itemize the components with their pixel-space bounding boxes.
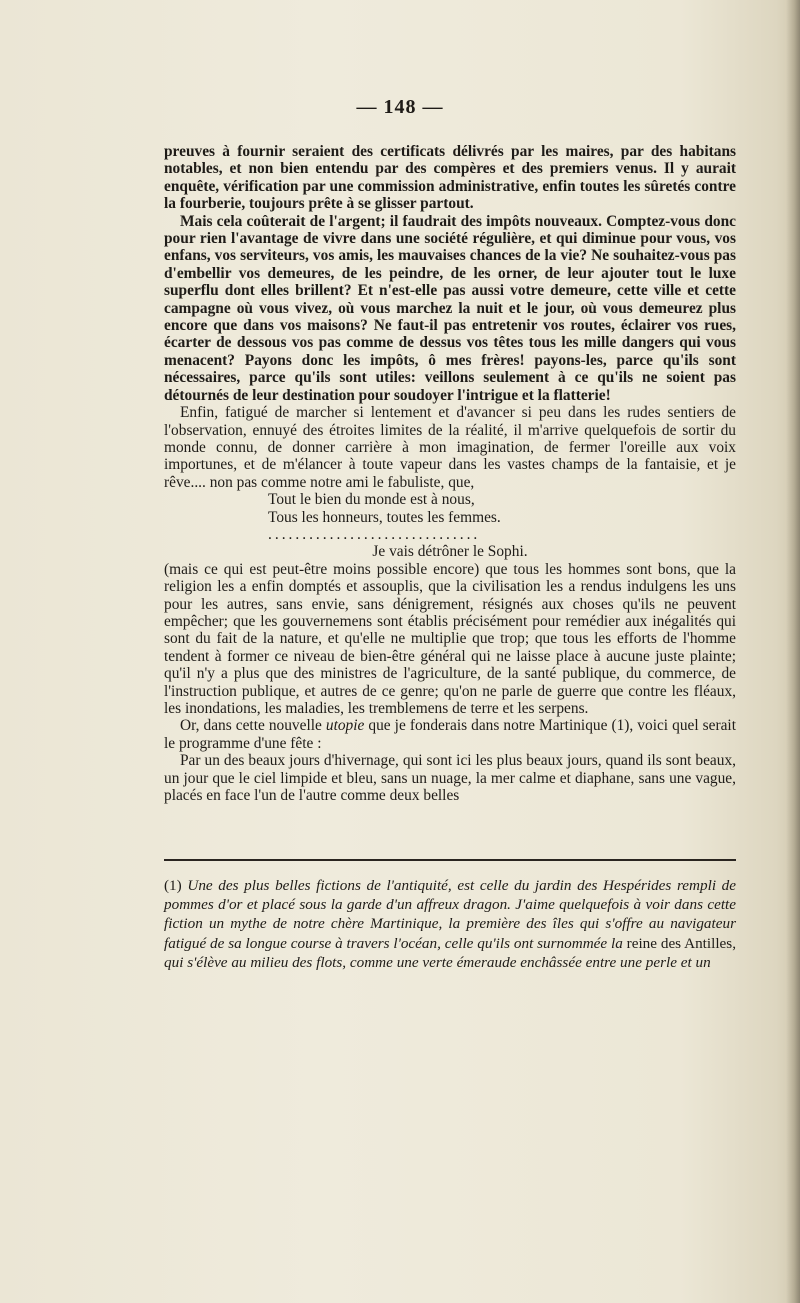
footnote-text-start: Une des plus belles fictions de l'antiquité, est celle du jardin des Hespérides rempli de pommes d'or et placé sous la garde d'un affreux dragon. J'aime quelquefois à voir dans cette fiction un mythe de notre chère Martinique, la première des îles qui s'offre au navigateur fatigué de sa longue course à travers l'océan, celle qu'ils ont surnommée la (164, 877, 736, 952)
footnote-marker: (1) (164, 877, 182, 894)
verse-line-2: Tous les honneurs, toutes les femmes. (268, 508, 501, 526)
verse-line-1: Tout le bien du monde est à nous, (268, 491, 475, 509)
footnote-roman-text: reine des Antilles, (626, 934, 736, 952)
main-text (164, 143, 736, 804)
utopie-word: utopie (325, 717, 365, 735)
page-edge-shadow (786, 0, 800, 1303)
paragraph-2: Mais cela coûterait de l'argent; il faudrait des impôts nouveaux. Comptez-vous donc pour rien l'avantage de vivre dans une société régulière, et qui diminue pour vous, vos enfans, vos serviteurs, vos amis, les mauvaises chances de la vie? Ne souhaitez-vous pas d'embellir vos demeures, de les peindre, de les orner, de leur ajouter tout le luxe superflu dont elles brillent? Et n'est-elle pas aussi votre demeure, cette ville et cette campagne où vous vivez, où vous marchez la nuit et le jour, où vous demeurez plus encore que dans vos maisons? Ne faut-il pas entretenir vos routes, éclairer vos rues, écarter de dessous vos pas comme de dessus vos têtes tous les mille dangers qui vous menacent? Payons donc les impôts, ô mes frères! payons-les, parce qu'ils sont nécessaires, parce qu'ils sont utiles: veillons seulement à ce qu'ils ne soient pas détournés de leur destination pour soudoyer l'intrigue et la flatterie! (164, 212, 736, 404)
verse-ellipsis: ............................... (268, 525, 481, 543)
paragraph-5-end: que je fonderais dans notre Martinique (1), voici quel serait le programme d'une fête : (164, 717, 736, 752)
paragraph-1: preuves à fournir seraient des certificats délivrés par les maires, par des habitans notables, et non bien entendu par des compères et des premiers venus. Il y aurait enquête, vérification par une commission administrative, enfin toutes les sûretés contre la fourberie, toujours prête à se glisser partout. (164, 143, 736, 213)
paragraph-5-start: Or, dans cette nouvelle (180, 717, 326, 735)
verse-line-3: Je vais détrôner le Sophi. (372, 543, 528, 561)
paragraph-4: (mais ce qui est peut-être moins possible encore) que tous les hommes sont bons, que la religion les a enfin domptés et assouplis, que la civilisation les a rendus indulgens les uns pour les autres, sans envie, sans dénigrement, résignés aux choses qu'ils ne peuvent empêcher; que les gouvernemens sont établis précisément pour remédier aux inégalités qui sont du fait de la nature, et qu'elle ne multiplie que trop; que tous les efforts de l'homme tendent à former ce niveau de bien-être général qui ne laisse place à aucune juste plainte; qu'il n'y a plus que des ministres de l'agriculture, de la santé publique, du commerce, de l'instruction publique, et autres de ce genre; qu'on ne parle de guerre que contre les fléaux, les inondations, les maladies, les tremblemens de terre et les serpens. (164, 560, 736, 717)
page-number: — 148 — (356, 96, 444, 118)
footnote (164, 876, 736, 972)
paragraph-6: Par un des beaux jours d'hivernage, qui sont ici les plus beaux jours, quand ils sont beaux, un jour que le ciel limpide et bleu, sans un nuage, la mer calme et diaphane, sans une vague, placés en face l'un de l'autre comme deux belles (164, 752, 736, 805)
footnote-text-end: qui s'élève au milieu des flots, comme une verte émeraude enchâssée entre une perle et un (164, 953, 711, 971)
footnote-rule (164, 859, 736, 861)
paragraph-3: Enfin, fatigué de marcher si lentement et d'avancer si peu dans les rudes sentiers de l'observation, ennuyé des étroites limites de la réalité, il m'arrive quelquefois de sortir du monde connu, de donner carrière à mon imagination, de fermer l'oreille aux voix importunes, et de m'élancer à toute vapeur dans les vastes champs de la fantaisie, et je rêve.... non pas comme notre ami le fabuliste, que, (164, 404, 736, 491)
paragraph-5 (164, 717, 736, 752)
